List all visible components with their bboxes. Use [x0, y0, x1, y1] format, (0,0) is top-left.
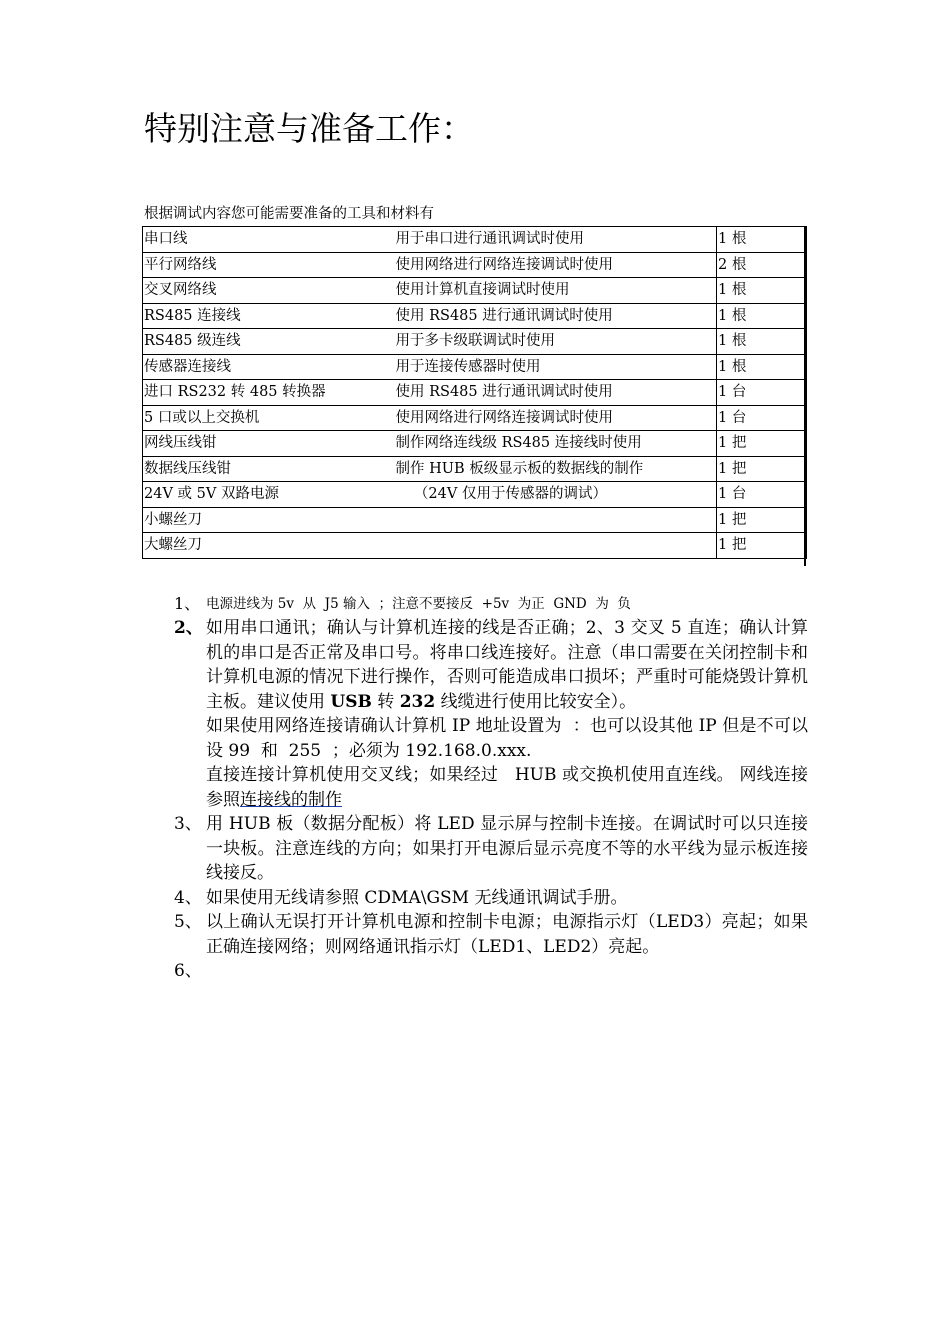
note-item-6 — [174, 959, 808, 984]
table-caption: 根据调试内容您可能需要准备的工具和材料有 — [144, 206, 434, 222]
tool-use: 使用网络进行网络连接调试时使用 — [395, 252, 717, 278]
table-row — [143, 431, 807, 457]
tool-use: 用于串口进行通讯调试时使用 — [395, 227, 717, 253]
table-row — [143, 482, 807, 508]
note-number: 4、 — [174, 887, 202, 908]
tool-name: 24V 或 5V 双路电源 — [143, 482, 395, 508]
note-text — [206, 961, 211, 981]
tool-qty: 1 台 — [717, 482, 807, 508]
tool-name: 数据线压线钳 — [143, 456, 395, 482]
tool-qty: 1 根 — [717, 227, 807, 253]
connection-wire-link[interactable]: 连接线的制作 — [240, 789, 342, 810]
tool-qty: 1 把 — [717, 533, 807, 559]
note-text: 如果使用无线请参照 CDMA\GSM 无线通讯调试手册。 — [206, 887, 628, 908]
tool-use: 用于多卡级联调试时使用 — [395, 329, 717, 355]
tool-name: 进口 RS232 转 485 转换器 — [143, 380, 395, 406]
tool-name: 5 口或以上交换机 — [143, 405, 395, 431]
note-paragraph: 如果使用网络连接请确认计算机 IP 地址设置为 ：也可以设其他 IP 但是不可以设 99 和 255 ；必须为 192.168.0.xxx. — [206, 716, 808, 761]
tool-use: 制作网络连线级 RS485 连接线时使用 — [395, 431, 717, 457]
tool-use: （24V 仅用于传感器的调试） — [395, 482, 717, 508]
tool-use: 使用计算机直接调试时使用 — [395, 278, 717, 304]
tool-name: 小螺丝刀 — [143, 507, 395, 533]
note-paragraph — [206, 616, 808, 714]
note-text: 以上确认无误打开计算机电源和控制卡电源；电源指示灯（LED3）亮起；如果正确连接网络；则网络通讯指示灯（LED1、LED2）亮起。 — [206, 912, 808, 957]
table-row — [143, 329, 807, 355]
note-number: 2、 — [174, 618, 203, 638]
tool-use — [395, 507, 717, 533]
tool-qty: 2 根 — [717, 252, 807, 278]
tool-name: 网线压线钳 — [143, 431, 395, 457]
tool-name: 大螺丝刀 — [143, 533, 395, 559]
note-number: 6、 — [174, 961, 202, 981]
tool-qty: 1 根 — [717, 329, 807, 355]
table-row — [143, 303, 807, 329]
tool-qty: 1 把 — [717, 456, 807, 482]
tool-use: 使用 RS485 进行通讯调试时使用 — [395, 380, 717, 406]
tool-use: 使用 RS485 进行通讯调试时使用 — [395, 303, 717, 329]
table-row — [143, 405, 807, 431]
tool-qty: 1 台 — [717, 380, 807, 406]
tool-name: RS485 级连线 — [143, 329, 395, 355]
tool-name: RS485 连接线 — [143, 303, 395, 329]
tools-table — [142, 226, 807, 559]
note-text: 线缆进行使用比较安全）。 — [435, 691, 637, 712]
table-right-border — [804, 226, 806, 566]
note-paragraph — [206, 763, 808, 812]
table-row — [143, 456, 807, 482]
table-row — [143, 227, 807, 253]
note-number: 3、 — [174, 814, 202, 834]
table-row — [143, 380, 807, 406]
tool-name: 串口线 — [143, 227, 395, 253]
tool-name: 传感器连接线 — [143, 354, 395, 380]
note-item-1 — [174, 592, 808, 616]
note-bold-text: USB — [330, 691, 372, 712]
tool-use: 使用网络进行网络连接调试时使用 — [395, 405, 717, 431]
note-item-3 — [174, 812, 808, 886]
table-row — [143, 354, 807, 380]
note-item-2 — [174, 616, 808, 812]
notes-list — [174, 592, 808, 984]
note-number: 1、 — [174, 594, 201, 613]
tool-qty: 1 根 — [717, 354, 807, 380]
tool-qty: 1 根 — [717, 303, 807, 329]
page-title: 特别注意与准备工作： — [144, 109, 474, 148]
note-text: 如用串口通讯；确认与计算机连接的线是否正确；2、3 交叉 5 直连；确认计算机的串口是否正常及串口号。将串口线连接好。注意（串口需要在关闭控制卡和计算机电源的情况下进行操作，否则可能造成串口损坏；严重时可能烧毁计算机主板。建议使用 — [206, 618, 808, 712]
note-bold-text: 232 — [399, 691, 436, 712]
note-text: 电源进线为 5v 从 J5 输入 ；注意不要接反 +5v 为正 GND 为 负 — [206, 596, 631, 612]
note-item-4 — [174, 886, 808, 911]
note-item-5 — [174, 910, 808, 959]
table-row — [143, 278, 807, 304]
tool-qty: 1 根 — [717, 278, 807, 304]
tool-name: 交叉网络线 — [143, 278, 395, 304]
tool-use: 制作 HUB 板级显示板的数据线的制作 — [395, 456, 717, 482]
tool-qty: 1 把 — [717, 507, 807, 533]
tool-use: 用于连接传感器时使用 — [395, 354, 717, 380]
tools-table-body — [143, 227, 807, 559]
note-text: 直接连接计算机使用交叉线；如果经过 HUB 或交换机使用直连线。 网线连接参照 — [206, 765, 808, 810]
note-text: 转 — [371, 691, 400, 712]
note-number: 5、 — [174, 912, 202, 932]
table-row — [143, 252, 807, 278]
table-row — [143, 533, 807, 559]
tool-qty: 1 把 — [717, 431, 807, 457]
tool-qty: 1 台 — [717, 405, 807, 431]
tool-name: 平行网络线 — [143, 252, 395, 278]
note-text: 用 HUB 板（数据分配板）将 LED 显示屏与控制卡连接。在调试时可以只连接一块板。注意连线的方向；如果打开电源后显示亮度不等的水平线为显示板连接线接反。 — [206, 814, 808, 883]
table-row — [143, 507, 807, 533]
tool-use — [395, 533, 717, 559]
